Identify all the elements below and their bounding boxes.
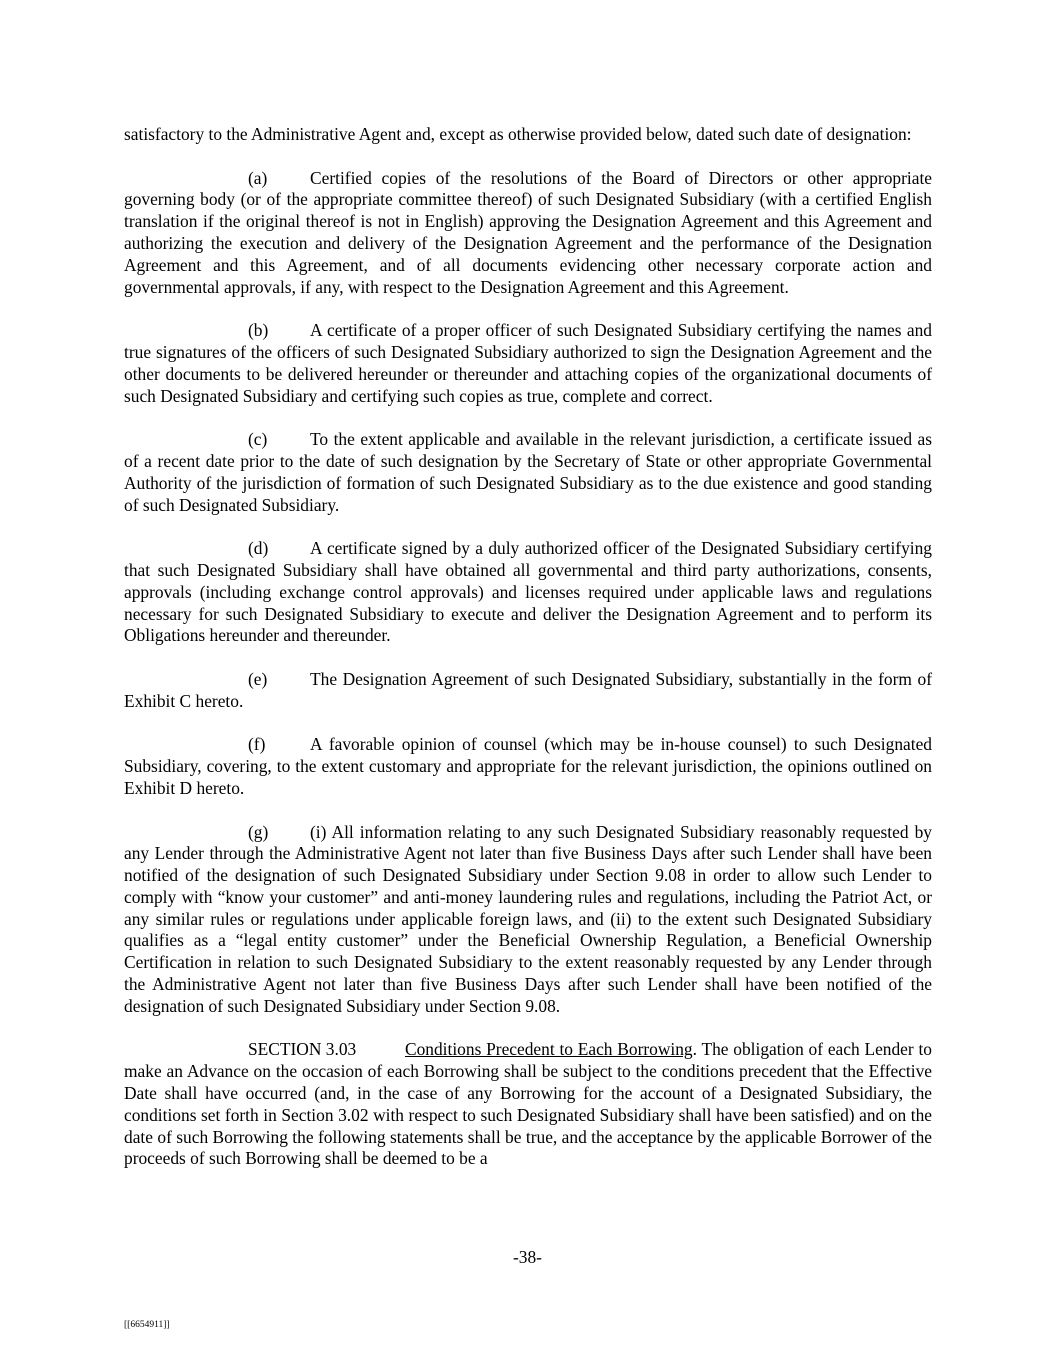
item-text: Certified copies of the resolutions of the Board of Directors or other appropriate governing body (or of the appropriate committee thereof) of such Designated Subsidiary (with a certified English translation if the original thereof is not in English) approving the Designation Agreement and this Agreement and authorizing the execution and delivery of the Designation Agreement and the performance of the Designation Agreement and this Agreement, and of all documents evidencing other necessary corporate action and governmental approvals, if any, with respect to the Designation Agreement and this Agreement. <box>124 167 932 297</box>
item-label: (f) <box>248 734 266 755</box>
item-b <box>124 320 932 407</box>
item-f <box>124 734 932 799</box>
item-label: (c) <box>248 429 268 450</box>
item-label: (g) <box>248 821 269 842</box>
section-number: SECTION 3.03 <box>248 1039 357 1060</box>
item-label: (a) <box>248 167 268 188</box>
section-heading: Conditions Precedent to Each Borrowing <box>405 1039 693 1060</box>
document-body <box>124 124 932 1192</box>
item-label: (e) <box>248 668 268 689</box>
item-label: (d) <box>248 538 269 559</box>
item-d <box>124 538 932 647</box>
section-3-03 <box>124 1039 932 1170</box>
item-text: A favorable opinion of counsel (which may be in-house counsel) to such Designated Subsidiary, covering, to the extent customary and appropriate for the relevant jurisdiction, the opinions outlined on Exhibit D hereto. <box>124 734 932 798</box>
item-text: A certificate signed by a duly authorized officer of the Designated Subsidiary certifying that such Designated Subsidiary shall have obtained all governmental and third party authorizations, consents, approvals (including exchange control approvals) and licenses required under applicable laws and regulations necessary for such Designated Subsidiary to execute and deliver the Designation Agreement and to perform its Obligations hereunder and thereunder. <box>124 538 932 646</box>
page-number: -38- <box>513 1247 542 1267</box>
item-label: (b) <box>248 320 269 341</box>
item-c <box>124 429 932 516</box>
item-text: The Designation Agreement of such Designated Subsidiary, substantially in the form of Exhibit C hereto. <box>124 668 932 711</box>
section-text: . The obligation of each Lender to make an Advance on the occasion of each Borrowing shall be subject to the conditions precedent that the Effective Date shall have occurred (and, in the case of any Borrowing for the account of a Designated Subsidiary, the conditions set forth in Section 3.02 with respect to such Designated Subsidiary shall have been satisfied) and on the date of such Borrowing the following statements shall be true, and the acceptance by the applicable Borrower of the proceeds of such Borrowing shall be deemed to be a <box>124 1039 932 1169</box>
item-a <box>124 168 932 299</box>
item-g <box>124 822 932 1018</box>
item-e <box>124 669 932 713</box>
intro-paragraph: satisfactory to the Administrative Agent and, except as otherwise provided below, dated such date of designation: <box>124 124 912 144</box>
item-text: To the extent applicable and available in the relevant jurisdiction, a certificate issued as of a recent date prior to the date of such designation by the Secretary of State or other appropriate Governmental Authority of the jurisdiction of formation of such Designated Subsidiary as to the due existence and good standing of such Designated Subsidiary. <box>124 429 932 515</box>
item-text: (i) All information relating to any such Designated Subsidiary reasonably requested by any Lender through the Administrative Agent not later than five Business Days after such Lender shall have been notified of the designation of such Designated Subsidiary under Section 9.08 in order to allow such Lender to comply with “know your customer” and anti-money laundering rules and regulations, including the Patriot Act, or any similar rules or regulations under applicable foreign laws, and (ii) to the extent such Designated Subsidiary qualifies as a “legal entity customer” under the Beneficial Ownership Regulation, a Beneficial Ownership Certification in relation to such Designated Subsidiary to the extent reasonably requested by any Lender through the Administrative Agent not later than five Business Days after such Lender shall have been notified of the designation of such Designated Subsidiary under Section 9.08. <box>124 821 932 1016</box>
item-text: A certificate of a proper officer of such Designated Subsidiary certifying the names and true signatures of the officers of such Designated Subsidiary authorized to sign the Designation Agreement and the other documents to be delivered hereunder or thereunder and attaching copies of the organizational documents of such Designated Subsidiary and certifying such copies as true, complete and correct. <box>124 320 932 406</box>
document-id: [[6654911]] <box>124 1320 170 1330</box>
